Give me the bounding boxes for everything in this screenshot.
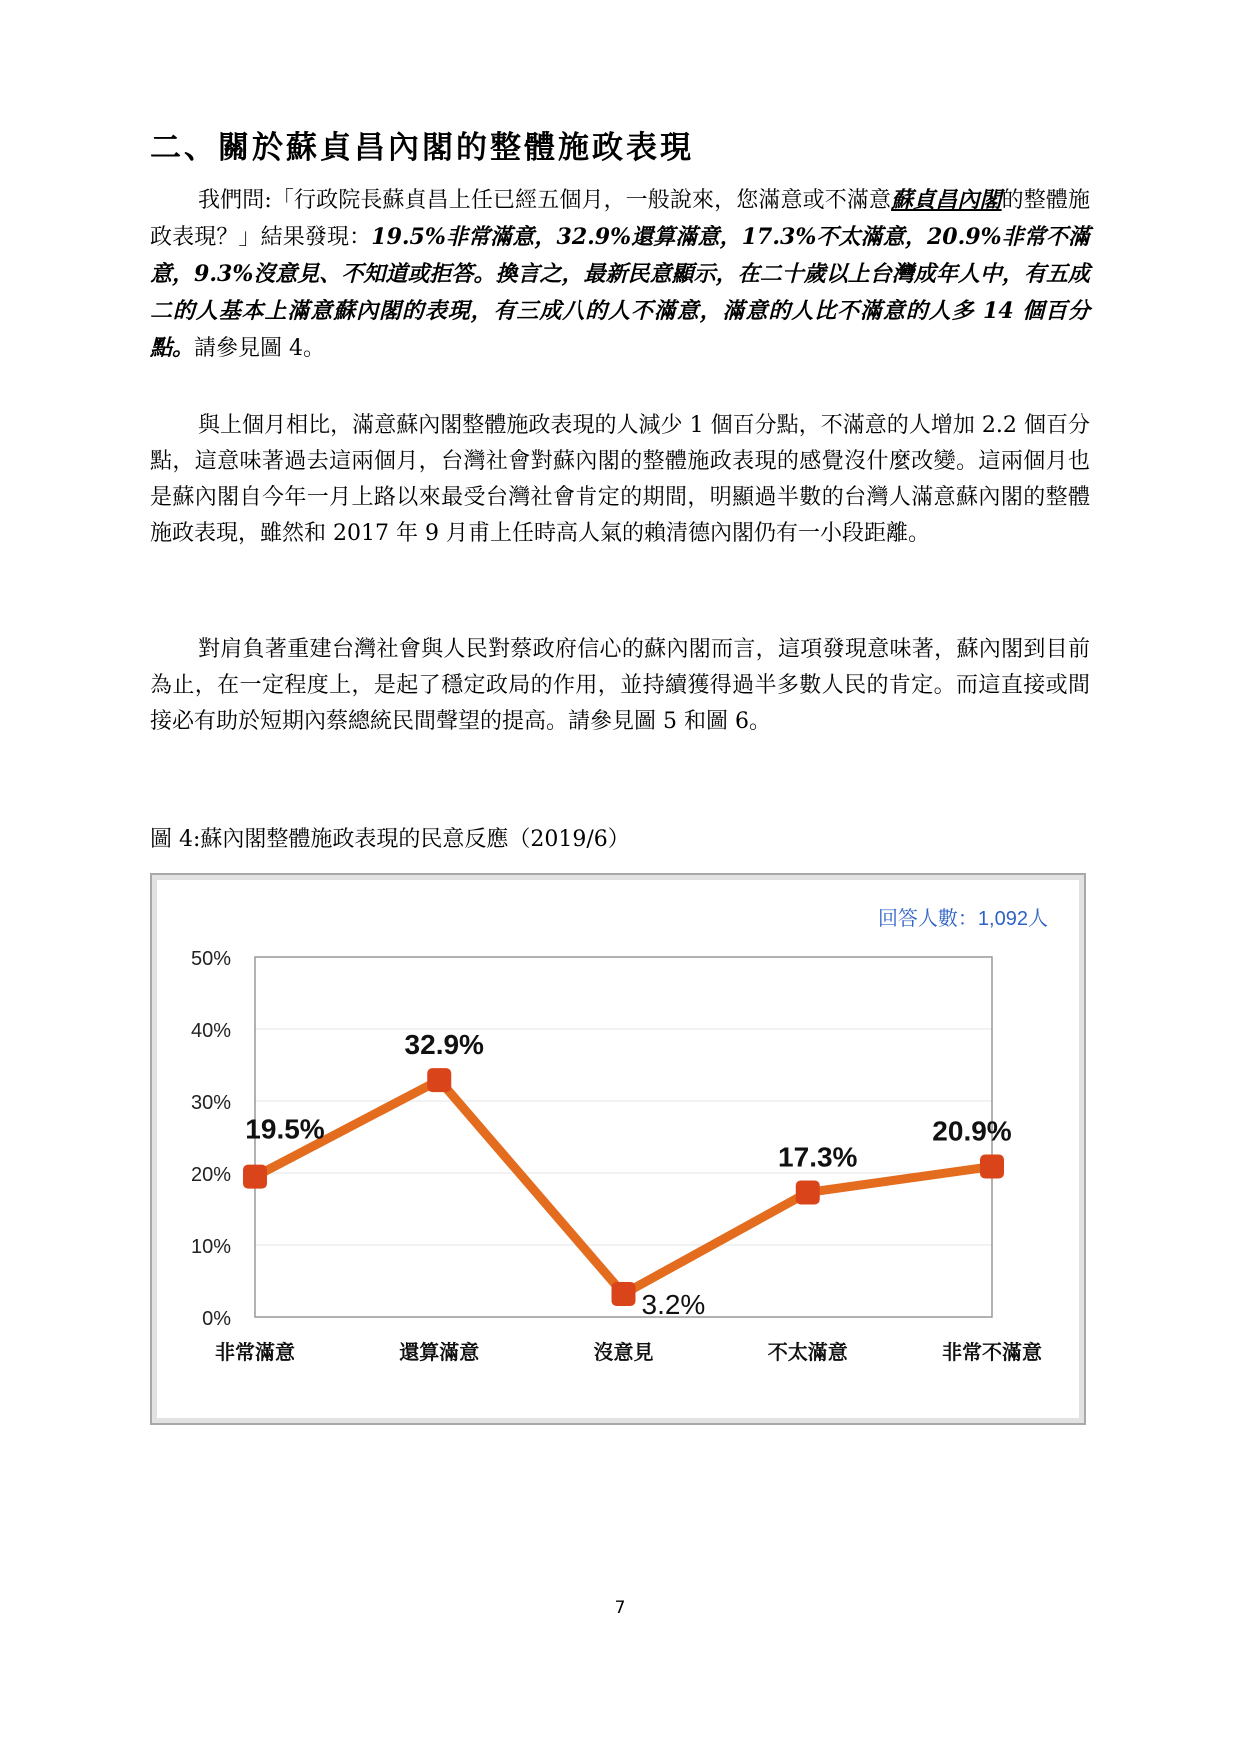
data-point-marker — [612, 1282, 636, 1306]
emphasis-findings: 19.5%非常滿意，32.9%還算滿意，17.3%不太滿意，20.9%非常不滿意，9.3%沒意見、不知道或拒答。換言之，最新民意顯示，在二十歲以上台灣成年人中，有五成二的人基本上滿意蘇內閣的表現，有三成八的人不滿意，滿意的人比不滿意的人多 14 個百分點。 — [150, 224, 1090, 361]
data-point-marker — [980, 1155, 1004, 1179]
figure-caption: 圖 4:蘇內閣整體施政表現的民意反應（2019/6） — [150, 827, 630, 852]
section-heading: 二、關於蘇貞昌內閣的整體施政表現 — [150, 130, 694, 166]
paragraph-text: 我們問:「行政院長蘇貞昌上任已經五個月，一般說來，您滿意或不滿意 — [198, 188, 892, 213]
x-tick-label: 非常滿意 — [215, 1342, 295, 1364]
y-tick-label: 10% — [190, 1236, 231, 1258]
paragraph-monthly-comparison: 與上個月相比，滿意蘇內閣整體施政表現的人減少 1 個百分點，不滿意的人增加 2.2 個百分點，這意味著過去這兩個月，台灣社會對蘇內閣的整體施政表現的感覺沒什麼改變。這兩個月也是蘇內閣自今年一月上路以來最受台灣社會肯定的期間，明顯過半數的台灣人滿意蘇內閣的整體施政表現，雖然和 2017 年 9 月甫上任時高人氣的賴清德內閣仍有一小段距離。 — [150, 413, 1090, 546]
data-point-marker — [427, 1068, 451, 1092]
data-point-marker — [243, 1165, 267, 1189]
line-chart — [152, 875, 1088, 1427]
data-label: 32.9% — [404, 1029, 484, 1061]
sample-size-note: 回答人數：1,092人 — [877, 908, 1048, 930]
data-label: 3.2% — [641, 1288, 706, 1320]
page-number: 7 — [614, 1598, 626, 1618]
x-tick-label: 非常不滿意 — [942, 1342, 1042, 1364]
y-tick-label: 0% — [202, 1308, 231, 1330]
plot-area-border — [255, 957, 992, 1317]
x-tick-label: 不太滿意 — [767, 1342, 848, 1364]
y-tick-label: 20% — [190, 1164, 231, 1186]
x-tick-label: 還算滿意 — [399, 1342, 480, 1364]
data-label: 19.5% — [245, 1113, 325, 1145]
data-label: 17.3% — [778, 1141, 858, 1173]
y-tick-label: 40% — [190, 1020, 231, 1042]
data-point-marker — [796, 1180, 820, 1204]
y-tick-label: 30% — [190, 1092, 231, 1114]
data-label: 20.9% — [932, 1115, 1012, 1147]
emphasis-cabinet: 蘇貞昌內閣 — [891, 187, 1002, 213]
series-line — [255, 1080, 992, 1294]
figure-reference: 請參見圖 4。 — [194, 336, 326, 361]
paragraph-text: 的整體施政表現？」結果發現： — [150, 188, 1090, 250]
paragraph-interpretation: 對肩負著重建台灣社會與人民對蔡政府信心的蘇內閣而言，這項發現意味著，蘇內閣到目前為止，在一定程度上，是起了穩定政局的作用，並持續獲得過半多數人民的肯定。而這直接或間接必有助於短期內蔡總統民間聲望的提高。請參見圖 5 和圖 6。 — [150, 637, 1090, 734]
paragraph-survey-result — [150, 182, 1090, 367]
x-tick-label: 沒意見 — [593, 1342, 654, 1364]
y-tick-label: 50% — [190, 948, 231, 970]
chart-frame — [150, 873, 1086, 1425]
